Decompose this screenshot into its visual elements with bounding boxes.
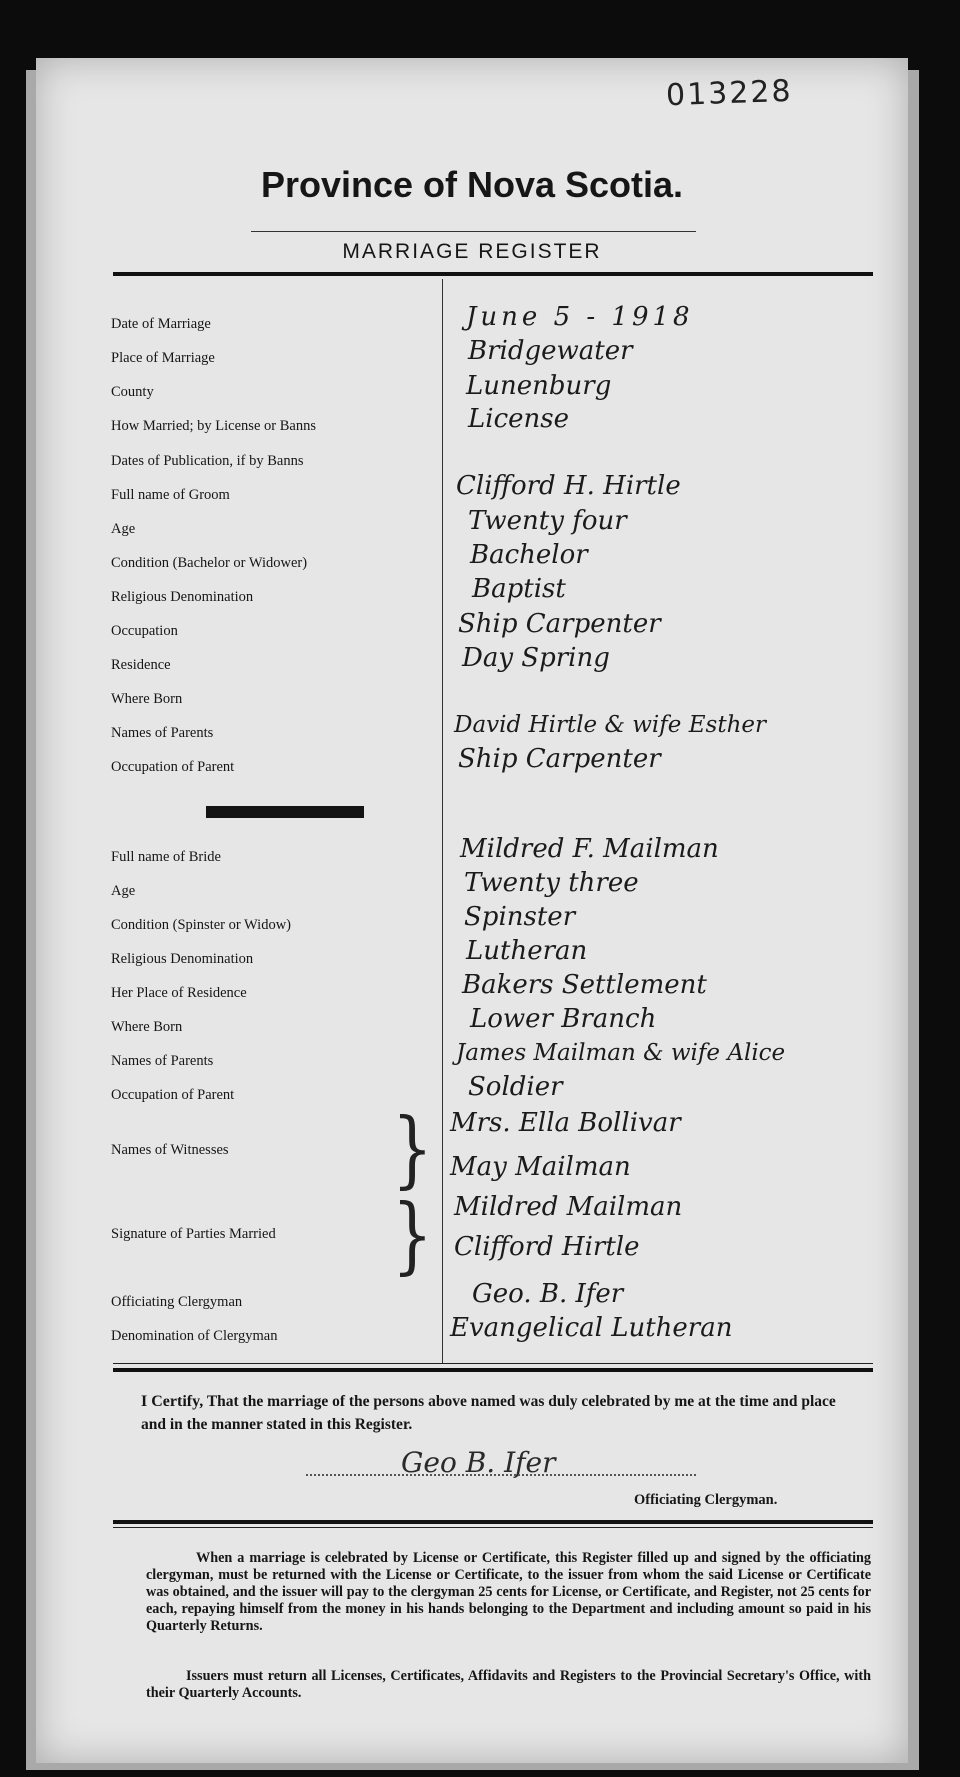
bride-section-bar	[206, 806, 364, 818]
field-groom-parent-occupation: Occupation of Parent	[111, 753, 443, 781]
return-instructions: When a marriage is celebrated by License or Certificate, this Register filled up and signed by the officiating clergyman, must be returned with the License or Certificate, to the issuer from whom the said License or Certificate was obtained, and the issuer will pay to the clergyman 25 cents for License, or Certificate, and Register, not 25 cents for each, repaying himself from the money in his hands belonging to the Department and including amount so paid in his Quarterly Returns.	[146, 1550, 871, 1634]
signature-line	[306, 1473, 696, 1476]
value-county: Lunenburg	[466, 371, 612, 401]
clergy-signature: Geo B. Ifer	[401, 1446, 556, 1479]
value-groom-name: Clifford H. Hirtle	[456, 471, 681, 501]
title-divider	[251, 231, 696, 232]
witnesses-brace: }	[392, 1101, 433, 1199]
stamp-number: 013228	[665, 73, 794, 114]
field-dates-of-publication: Dates of Publication, if by Banns	[111, 447, 443, 475]
field-bride-religion: Religious Denomination	[111, 945, 443, 973]
certification-statement	[141, 1390, 841, 1436]
field-groom-religion: Religious Denomination	[111, 583, 443, 611]
officiating-clergyman-label: Officiating Clergyman.	[634, 1492, 778, 1508]
value-date-of-marriage: June 5 - 1918	[466, 302, 694, 332]
field-date-of-marriage: Date of Marriage	[111, 310, 443, 338]
value-bride-religion: Lutheran	[466, 936, 588, 966]
field-groom-parents: Names of Parents	[111, 719, 443, 747]
field-groom-age: Age	[111, 515, 443, 543]
value-how-married: License	[468, 404, 570, 434]
marriage-register-form	[36, 58, 908, 1763]
notice-rule-thin	[113, 1527, 873, 1528]
value-groom-occupation: Ship Carpenter	[458, 609, 661, 639]
column-divider	[442, 279, 443, 1363]
field-witnesses: Names of Witnesses	[111, 1136, 443, 1164]
value-groom-residence: Day Spring	[462, 643, 610, 673]
value-bride-parent-occupation: Soldier	[468, 1072, 563, 1102]
value-clergy-denomination: Evangelical Lutheran	[450, 1313, 733, 1343]
value-bride-name: Mildred F. Mailman	[460, 834, 719, 864]
field-bride-condition: Condition (Spinster or Widow)	[111, 911, 443, 939]
field-groom-name: Full name of Groom	[111, 481, 443, 509]
value-groom-parent-occupation: Ship Carpenter	[458, 744, 661, 774]
header-rule	[113, 272, 873, 276]
value-bride-residence: Bakers Settlement	[462, 970, 707, 1000]
field-place-of-marriage: Place of Marriage	[111, 344, 443, 372]
field-how-married: How Married; by License or Banns	[111, 412, 443, 440]
value-witness-1: Mrs. Ella Bollivar	[450, 1108, 681, 1138]
field-bride-birthplace: Where Born	[111, 1013, 443, 1041]
signatures-brace: }	[392, 1187, 433, 1285]
certify-text: That the marriage of the persons above named was duly celebrated by me at the time and place and in the manner stated in this Register.	[141, 1393, 836, 1433]
value-bride-age: Twenty three	[464, 868, 639, 898]
field-bride-residence: Her Place of Residence	[111, 979, 443, 1007]
field-county: County	[111, 378, 443, 406]
field-officiating-clergyman: Officiating Clergyman	[111, 1288, 443, 1316]
page-title: Province of Nova Scotia.	[260, 164, 684, 205]
value-groom-age: Twenty four	[468, 506, 627, 536]
value-signature-groom: Clifford Hirtle	[454, 1232, 640, 1262]
page-subtitle: MARRIAGE REGISTER	[342, 240, 602, 263]
value-groom-religion: Baptist	[472, 574, 566, 604]
value-groom-parents: David Hirtle & wife Esther	[454, 712, 766, 738]
value-bride-condition: Spinster	[464, 902, 576, 932]
footer-rule-top	[113, 1363, 873, 1364]
certify-lead: I Certify,	[141, 1393, 204, 1410]
value-witness-2: May Mailman	[450, 1152, 631, 1182]
value-bride-birthplace: Lower Branch	[470, 1004, 657, 1034]
value-signature-bride: Mildred Mailman	[454, 1192, 683, 1222]
footer-rule-thick	[113, 1368, 873, 1372]
value-bride-parents: James Mailman & wife Alice	[456, 1040, 786, 1066]
field-bride-age: Age	[111, 877, 443, 905]
field-bride-name: Full name of Bride	[111, 843, 443, 871]
notice-rule-thick	[113, 1520, 873, 1524]
field-signatures: Signature of Parties Married	[111, 1220, 443, 1248]
field-groom-birthplace: Where Born	[111, 685, 443, 713]
field-clergy-denomination: Denomination of Clergyman	[111, 1322, 443, 1350]
field-bride-parents: Names of Parents	[111, 1047, 443, 1075]
field-groom-residence: Residence	[111, 651, 443, 679]
field-groom-occupation: Occupation	[111, 617, 443, 645]
value-officiating-clergyman: Geo. B. Ifer	[472, 1279, 624, 1309]
field-bride-parent-occupation: Occupation of Parent	[111, 1081, 443, 1109]
issuers-instructions: Issuers must return all Licenses, Certificates, Affidavits and Registers to the Provincial Secretary's Office, with their Quarterly Accounts.	[146, 1668, 871, 1701]
value-place-of-marriage: Bridgewater	[468, 336, 633, 366]
value-groom-condition: Bachelor	[470, 540, 588, 570]
field-groom-condition: Condition (Bachelor or Widower)	[111, 549, 443, 577]
